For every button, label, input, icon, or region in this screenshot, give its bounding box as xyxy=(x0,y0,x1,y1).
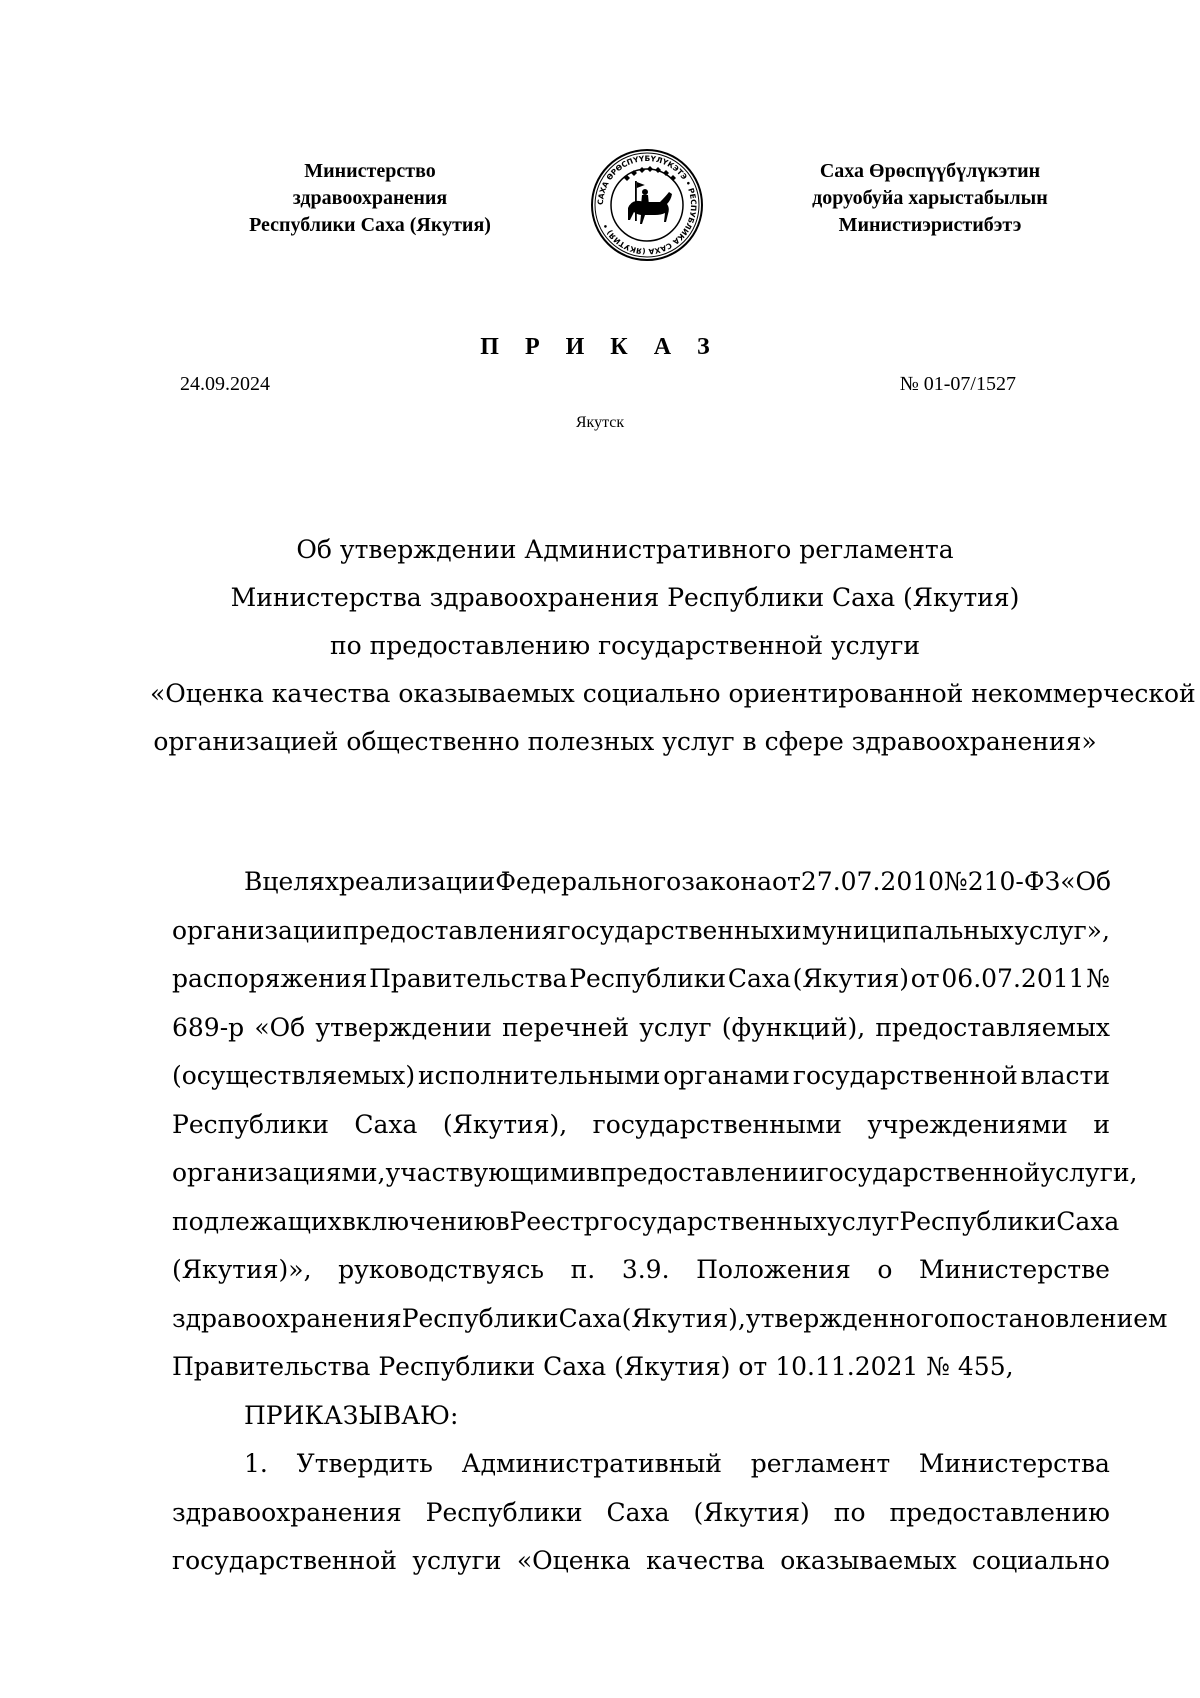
ministry-name-russian xyxy=(205,158,535,239)
body-word: Министерства xyxy=(918,1449,1110,1478)
body-word: исполнительными xyxy=(417,1061,661,1090)
body-word: «Оценка xyxy=(516,1546,631,1575)
body-line xyxy=(172,1149,1138,1198)
body-word: 210-ФЗ xyxy=(967,867,1061,896)
document-title-line: «Оценка качества оказываемых социально ориентированной некоммерческой xyxy=(150,679,1196,708)
body-word: услуги, xyxy=(1040,1158,1138,1187)
body-word: Республики xyxy=(172,1109,329,1139)
body-word: в xyxy=(586,1158,601,1187)
body-word: утверждении xyxy=(315,1012,492,1042)
document-title-line: Министерства здравоохранения Республики Саха (Якутия) xyxy=(230,583,1020,612)
ministry-name-line: доруобуйа харыстабылын xyxy=(812,187,1048,209)
body-word: руководствуясь xyxy=(338,1255,545,1284)
body-word: государственными xyxy=(592,1109,842,1139)
body-line xyxy=(172,1004,1110,1053)
document-title xyxy=(150,526,1196,766)
body-word: здравоохранения xyxy=(172,1497,402,1527)
body-word: государственных xyxy=(557,915,785,945)
body-word: 3.9. xyxy=(621,1255,670,1284)
body-word: здравоохранения xyxy=(172,1303,402,1333)
body-word: п. xyxy=(570,1255,596,1284)
body-word: организациями, xyxy=(172,1158,386,1187)
body-word: качества xyxy=(646,1546,765,1575)
body-word: социально xyxy=(972,1546,1110,1575)
body-word: Реестр xyxy=(509,1206,600,1236)
body-word: подлежащих xyxy=(172,1206,342,1236)
body-line xyxy=(172,907,1110,956)
body-line xyxy=(172,1198,1120,1247)
body-word: закона xyxy=(681,867,772,896)
body-word: «Об xyxy=(254,1012,306,1042)
body-line xyxy=(172,858,1110,907)
body-word: муниципальных xyxy=(802,915,1014,945)
ministry-name-line: Министерство xyxy=(304,160,436,182)
body-word: по xyxy=(833,1497,866,1527)
body-word: услуг xyxy=(826,1206,900,1236)
body-word: предоставлению xyxy=(889,1497,1110,1527)
document-title-line: организацией общественно полезных услуг в сфере здравоохранения» xyxy=(153,727,1097,756)
body-line xyxy=(172,1392,1110,1441)
body-word: Министерстве xyxy=(919,1255,1110,1284)
body-word: государственной xyxy=(172,1546,397,1575)
body-word: № xyxy=(944,867,968,896)
body-word: организации xyxy=(172,915,343,945)
body-word: Правительства xyxy=(369,964,568,993)
body-word: (осуществляемых) xyxy=(172,1061,416,1090)
body-word: 06.07.2011 xyxy=(941,964,1085,993)
ministry-name-line: здравоохранения xyxy=(292,187,448,209)
body-word: (Якутия)», xyxy=(172,1255,312,1284)
body-line xyxy=(172,1052,1110,1101)
order-city: Якутск xyxy=(575,414,625,431)
body-word: органами xyxy=(663,1061,790,1090)
body-word: и xyxy=(785,915,802,945)
ministry-name-line: Саха Өрөспүүбүлүкэтин xyxy=(819,160,1041,182)
body-word: Утвердить xyxy=(296,1449,433,1478)
document-body xyxy=(172,858,1168,1586)
body-word: учреждениями xyxy=(867,1109,1068,1139)
body-line xyxy=(172,1295,1168,1344)
body-word: государственных xyxy=(599,1206,827,1236)
body-word: (Якутия), xyxy=(621,1303,746,1333)
body-word: регламент xyxy=(750,1449,891,1478)
body-word: Административный xyxy=(461,1449,722,1478)
body-word: Республики xyxy=(401,1303,559,1333)
sakha-coat-of-arms-icon xyxy=(590,148,704,262)
body-word: власти xyxy=(1020,1061,1110,1090)
body-word: от xyxy=(910,964,940,993)
body-line xyxy=(172,955,1110,1004)
order-title: П Р И К А З xyxy=(480,334,720,360)
ministry-name-line: Республики Саха (Якутия) xyxy=(249,214,491,236)
body-word: Положения xyxy=(696,1255,851,1284)
order-date: 24.09.2024 xyxy=(180,373,270,395)
body-word: распоряжения xyxy=(172,964,368,993)
body-word: включению xyxy=(341,1206,496,1236)
body-word: государственной xyxy=(815,1158,1041,1187)
document-title-line: по предоставлению государственной услуги xyxy=(329,631,920,660)
body-word: предоставлении xyxy=(600,1158,816,1187)
body-word: (Якутия) xyxy=(693,1497,810,1527)
body-word: услуг xyxy=(639,1012,712,1042)
body-word: «Об xyxy=(1060,867,1112,896)
body-word: перечней xyxy=(502,1012,630,1042)
body-word: 1. xyxy=(244,1449,268,1478)
body-word: 27.07.2010 xyxy=(800,867,945,896)
document-title-line: Об утверждении Административного регламента xyxy=(296,535,954,564)
body-word: № xyxy=(1086,964,1110,993)
body-word: участвующими xyxy=(385,1158,587,1187)
ministry-name-line: Министиэристибэтэ xyxy=(838,214,1022,236)
body-word: Саха xyxy=(1056,1206,1120,1236)
body-word: Федерального xyxy=(495,867,682,896)
body-word: услуг», xyxy=(1014,915,1110,945)
body-word: реализации xyxy=(339,867,496,896)
body-word: предоставляемых xyxy=(875,1012,1110,1042)
body-line xyxy=(172,1246,1110,1295)
body-line xyxy=(172,1489,1110,1538)
body-word: государственной xyxy=(792,1061,1018,1090)
body-word: Республики xyxy=(425,1497,583,1527)
body-word: о xyxy=(877,1255,893,1284)
body-word: ПРИКАЗЫВАЮ: xyxy=(244,1400,459,1430)
svg-text:САХА ӨРӨСПҮҮБҮЛҮКЭТЭ • РЕСПУБЛ: САХА ӨРӨСПҮҮБҮЛҮКЭТЭ • РЕСПУБЛИКА САХА (ЯКУТИЯ) • xyxy=(595,153,699,257)
body-word: предоставления xyxy=(342,915,558,945)
body-word: (Якутия), xyxy=(442,1109,568,1139)
body-word: в xyxy=(495,1206,510,1236)
body-word: Правительства Республики Саха (Якутия) от 10.11.2021 № 455, xyxy=(172,1352,1014,1381)
body-word: 689-р xyxy=(172,1012,245,1042)
body-word: от xyxy=(772,867,801,896)
body-line xyxy=(172,1440,1110,1489)
order-number: № 01-07/1527 xyxy=(899,373,1016,395)
body-word: утвержденного xyxy=(745,1303,949,1333)
body-word: оказываемых xyxy=(780,1546,957,1575)
body-word: постановлением xyxy=(948,1303,1168,1333)
body-word: Республики xyxy=(569,964,727,993)
ministry-name-sakha xyxy=(780,158,1080,239)
body-word: и xyxy=(1093,1109,1110,1139)
body-word: Саха xyxy=(354,1109,418,1139)
body-word: Республики xyxy=(899,1206,1057,1236)
body-word: Саха xyxy=(606,1497,670,1527)
body-word: (Якутия) xyxy=(792,964,909,993)
body-word: В xyxy=(244,867,263,896)
body-word: (функций), xyxy=(721,1012,866,1042)
body-word: услуги xyxy=(412,1546,502,1575)
body-word: Саха xyxy=(558,1303,622,1333)
body-line xyxy=(172,1537,1110,1586)
body-word: Саха xyxy=(727,964,791,993)
body-line xyxy=(172,1343,1110,1392)
body-line xyxy=(172,1101,1110,1150)
body-word: целях xyxy=(262,867,339,896)
